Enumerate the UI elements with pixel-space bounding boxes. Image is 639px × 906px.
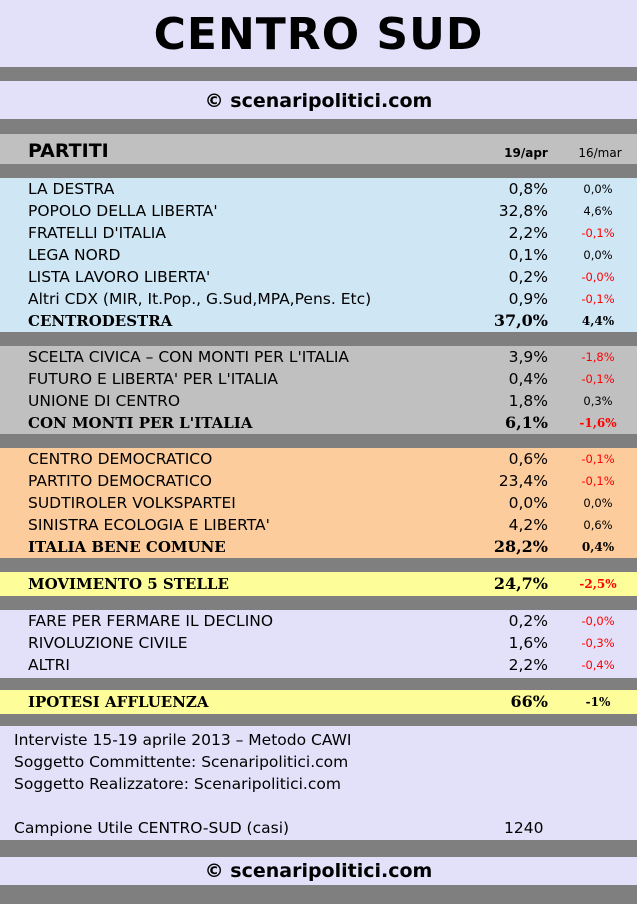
party-value: 4,2% [508,516,548,534]
footer-line-3: Soggetto Realizzatore: Scenaripolitici.com [14,775,341,793]
sample-label: Campione Utile CENTRO-SUD (casi) [14,819,290,837]
section-altri [0,610,637,676]
total-row [0,310,637,332]
party-delta: 0,0% [583,248,613,262]
party-value: 1,8% [508,392,548,410]
section-monti [0,346,637,434]
party-value: 3,9% [508,348,548,366]
divider [0,67,637,81]
party-value: 0,6% [508,450,548,468]
sample-value: 1240 [504,819,544,837]
party-value: 32,8% [498,202,548,220]
table-row [0,266,637,288]
party-delta: 4,6% [583,204,613,218]
party-value: 2,2% [508,224,548,242]
divider [0,714,637,726]
party-name: CENTRO DEMOCRATICO [28,450,213,468]
party-value: 2,2% [508,656,548,674]
table-row [0,654,637,676]
party-value: 0,9% [508,290,548,308]
party-delta: -0,1% [581,226,615,240]
party-name: POPOLO DELLA LIBERTA' [28,202,218,220]
party-name: Altri CDX (MIR, It.Pop., G.Sud,MPA,Pens. Etc) [28,290,372,308]
party-name: SUDTIROLER VOLKSPARTEI [28,494,236,512]
divider [0,332,637,346]
party-name: MOVIMENTO 5 STELLE [28,575,229,593]
party-value: 0,8% [508,180,548,198]
total-row [0,412,637,434]
table-row [0,610,637,632]
page-title: CENTRO SUD [153,9,484,60]
party-delta: 0,0% [583,182,613,196]
divider [0,434,637,448]
party-delta: -1,6% [579,416,617,430]
party-value: 1,6% [508,634,548,652]
party-name: SINISTRA ECOLOGIA E LIBERTA' [28,516,270,534]
party-delta: -2,5% [579,577,617,591]
total-row [0,691,637,713]
party-value: 66% [510,692,548,711]
party-delta: -1% [585,695,611,709]
divider [0,164,637,178]
divider [0,678,637,690]
party-delta: -0,4% [581,658,615,672]
footer-line-2: Soggetto Committente: Scenaripolitici.com [14,753,349,771]
party-value: 37,0% [493,311,548,330]
header-label: PARTITI [28,140,109,162]
party-delta: -0,1% [581,452,615,466]
table-row [0,368,637,390]
party-delta: -0,0% [581,270,615,284]
party-value: 0,4% [508,370,548,388]
party-delta: 4,4% [581,314,615,328]
credit-top: © scenaripolitici.com [204,90,433,112]
party-name: FUTURO E LIBERTA' PER L'ITALIA [28,370,279,388]
party-value: 0,1% [508,246,548,264]
section-affluenza [0,690,637,715]
party-name: LA DESTRA [28,180,115,198]
party-name: CENTRODESTRA [28,312,173,330]
party-name: LISTA LAVORO LIBERTA' [28,268,211,286]
table-header [0,134,637,164]
party-value: 6,1% [504,413,548,432]
divider [0,119,637,134]
party-name: LEGA NORD [28,246,121,264]
party-name: CON MONTI PER L'ITALIA [28,414,253,432]
divider [0,558,637,572]
table-row [0,632,637,654]
party-name: ITALIA BENE COMUNE [28,538,226,556]
party-name: PARTITO DEMOCRATICO [28,472,212,490]
table-row [0,448,637,470]
party-value: 28,2% [493,537,548,556]
party-delta: -0,1% [581,372,615,386]
party-value: 0,2% [508,268,548,286]
section-m5s [0,572,637,597]
credit-bottom: © scenaripolitici.com [204,860,433,882]
party-value: 23,4% [498,472,548,490]
party-delta: -0,0% [581,614,615,628]
party-name: FRATELLI D'ITALIA [28,224,166,242]
table-row [0,492,637,514]
divider [0,596,637,610]
table-row [0,244,637,266]
party-value: 0,2% [508,612,548,630]
section-centrosinistra [0,448,637,558]
party-name: UNIONE DI CENTRO [28,392,181,410]
table-row [0,390,637,412]
footer-sample [14,817,614,839]
party-delta: -0,1% [581,474,615,488]
table-row [0,288,637,310]
table-row [0,200,637,222]
party-delta: -0,3% [581,636,615,650]
party-delta: 0,3% [583,394,613,408]
header-col-previous: 16/mar [578,146,622,160]
table-row [0,514,637,536]
divider [0,840,637,857]
total-row [0,573,637,595]
party-delta: 0,0% [583,496,613,510]
party-delta: 0,4% [581,540,615,554]
divider [0,885,637,904]
party-value: 24,7% [493,574,548,593]
total-row [0,536,637,558]
party-delta: 0,6% [583,518,613,532]
party-name: FARE PER FERMARE IL DECLINO [28,612,274,630]
section-centrodestra [0,178,637,332]
table-row [0,222,637,244]
header-col-current: 19/apr [504,146,548,160]
party-delta: -1,8% [581,350,615,364]
footer-line-1: Interviste 15-19 aprile 2013 – Metodo CAWI [14,731,352,749]
party-name: IPOTESI AFFLUENZA [28,693,209,711]
party-name: RIVOLUZIONE CIVILE [28,634,188,652]
table-row [0,178,637,200]
party-name: SCELTA CIVICA – CON MONTI PER L'ITALIA [28,348,350,366]
table-row [0,346,637,368]
table-row [0,470,637,492]
party-delta: -0,1% [581,292,615,306]
party-name: ALTRI [28,656,70,674]
party-value: 0,0% [508,494,548,512]
